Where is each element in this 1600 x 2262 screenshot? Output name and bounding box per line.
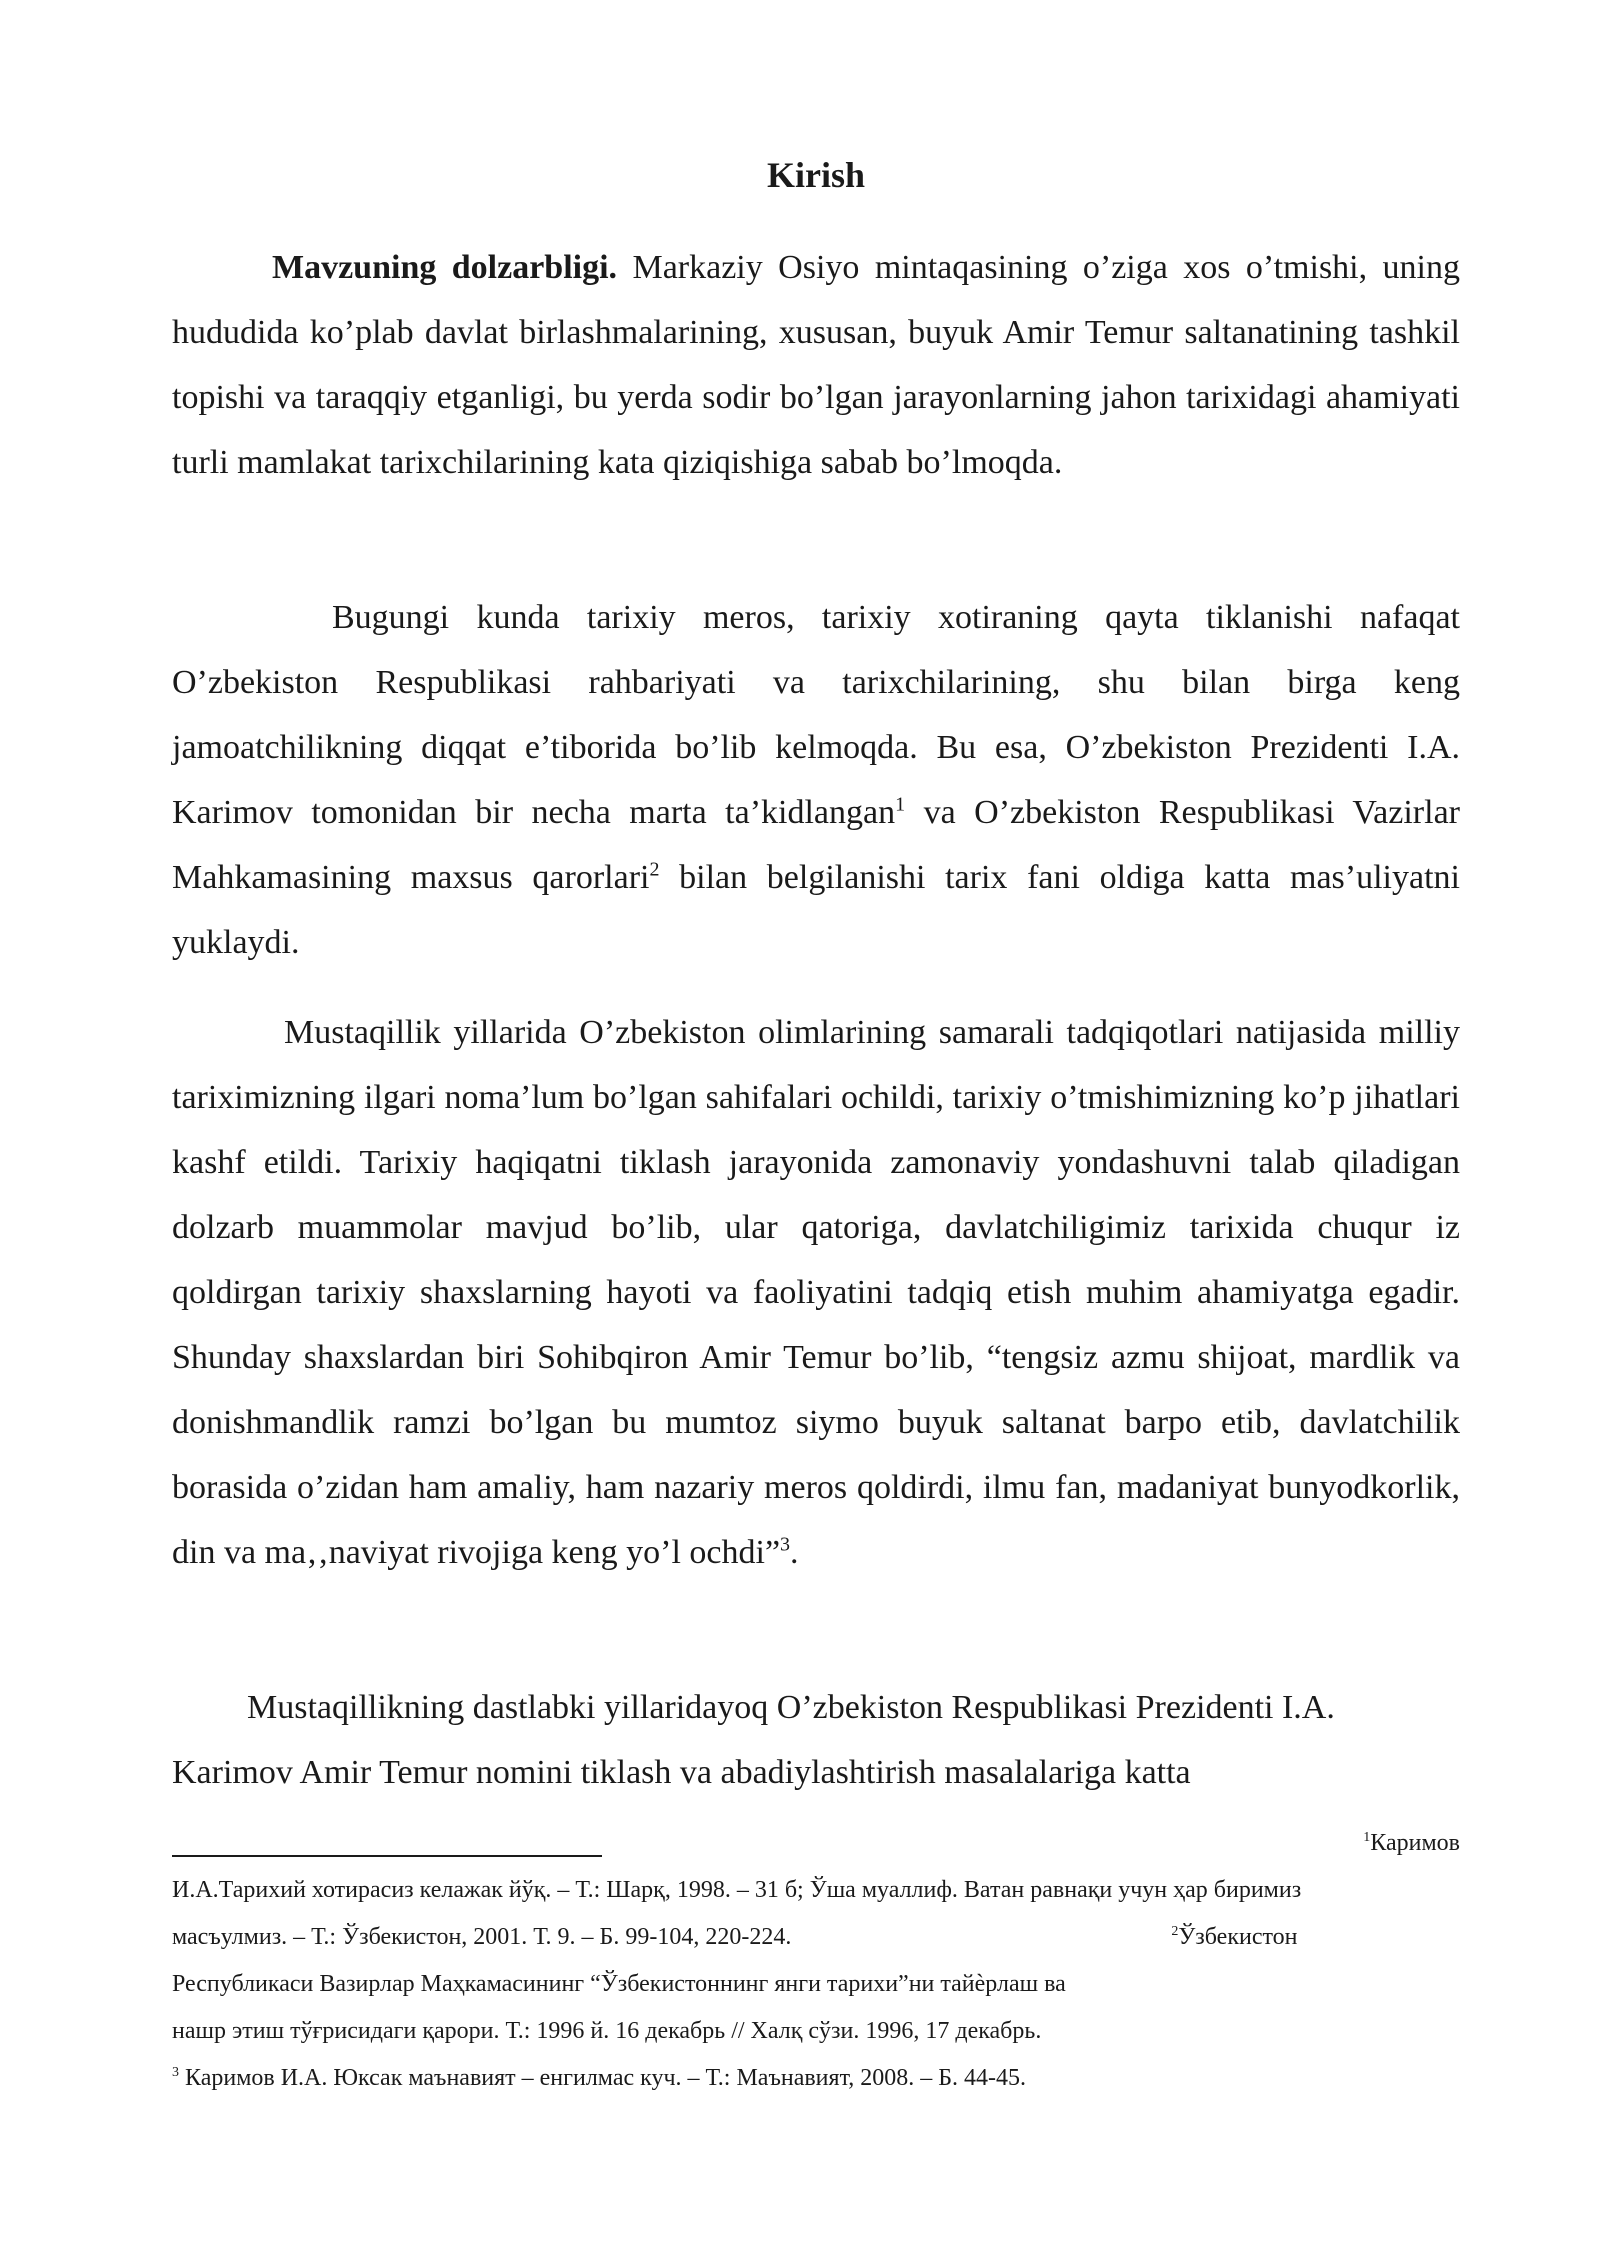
footnote-3-text: Каримов И.А. Юксак маънавият – енгилмас куч. – Т.: Маънавият, 2008. – Б. 44-45. [179, 2065, 1027, 2091]
paragraph-end: . [790, 1534, 799, 1571]
paragraph-text: Mustaqillik yillarida O’zbekiston olimlarining samarali tadqiqotlari natijasida milliy tariximizning ilgari noma’lum bo’lgan sahifalari ochildi, tarixiy o’tmishimizning ko’p jihatlari kashf etildi. Tarixiy haqiqatni tiklash jarayonida zamonaviy yondashuvni talab qiladigan dolzarb muammolar mavjud bo’lib, ular qatoriga, davlatchiligimiz tarixida chuqur iz qoldirgan tarixiy shaxslarning hayoti va faoliyatini tadqiq etish muhim ahamiyatga egadir. Shunday shaxslardan biri Sohibqiron Amir Temur bo’lib, “tengsiz azmu shijoat, mardlik va donishmandlik ramzi bo’lgan bu mumtoz siymo buyuk saltanat barpo etib, davlatchilik borasida o’zidan ham amaliy, ham nazariy meros qoldirdi, ilmu fan, madaniyat bunyodkorlik, din va ma‚‚naviyat rivojiga keng yo’l ochdi” [172, 1014, 1460, 1571]
footnote-ref-3[interactable]: 3 [780, 1533, 791, 1556]
footnote-2-head: Ўзбекистон [1178, 1924, 1298, 1950]
footnote-2-line: Республикаси Вазирлар Маҳкамасининг “Ўзбекистоннинг янги тарихи”ни тайѐрлаш ва [172, 1971, 1066, 1997]
page-title: Kirish [766, 155, 865, 195]
footnote-ref-2[interactable]: 2 [649, 858, 660, 881]
paragraph-lead: Mavzuning dolzarbligi. [272, 249, 618, 286]
footnote-3-number: 3 [172, 2065, 179, 2080]
footnote-1-line [172, 1914, 1460, 1961]
footnote-1-line: И.А.Тарихий хотирасиз келажак йўқ. – Т.: Шарқ, 1998. – 31 б; Ўша муаллиф. Ватан равнақи учун ҳар биримиз [172, 1877, 1302, 1903]
paragraph-heritage [172, 585, 1460, 975]
footnote-2-line: нашр этиш тўғрисидаги қарори. Т.: 1996 й. 16 декабрь // Халқ сўзи. 1996, 17 декабрь. [172, 2018, 1042, 2044]
footnote-1-text: масъулмиз. – Т.: Ўзбекистон, 2001. Т. 9. – Б. 99-104, 220-224. [172, 1924, 792, 1950]
footnote-1-number: 1 [1363, 1830, 1371, 1845]
paragraph-relevance [172, 235, 1460, 495]
paragraph-independence [172, 1000, 1460, 1585]
footnote-3 [172, 2055, 1460, 2102]
paragraph-text: Markaziy Osiyo mintaqasining o’ziga xos o’tmishi, uning hududida ko’plab davlat birlashmalarining, xususan, buyuk Amir Temur saltanatining tashkil topishi va taraqqiy etganligi, bu yerda sodir bo’lgan jarayonlarning jahon tarixidagi ahamiyati turli mamlakat tarixchilarining kata qiziqishiga sabab bo’lmoqda. [172, 249, 1460, 481]
paragraph-text: Mustaqillikning dastlabki yillaridayoq O’zbekiston Respublikasi Prezidenti I.A. Karimov Amir Temur nomini tiklash va abadiylashtirish masalalariga katta [172, 1689, 1335, 1791]
footnotes [172, 1820, 1460, 2102]
paragraph-early-years [172, 1675, 1460, 1805]
paragraph-text: Bugungi kunda tarixiy meros, tarixiy xotiraning qayta tiklanishi nafaqat O’zbekiston Respublikasi rahbariyati va tarixchilarining, shu bilan birga keng jamoatchilikning diqqat e’tiborida bo’lib kelmoqda. Bu esa, O’zbekiston Prezidenti I.A. Karimov tomonidan bir necha marta ta’kidlangan [172, 599, 1460, 831]
footnote-2-number: 2 [1171, 1924, 1179, 1939]
footnote-ref-1[interactable]: 1 [895, 793, 906, 816]
footnote-1-author: Каримов [1370, 1830, 1460, 1856]
document-page [172, 0, 1460, 2262]
paragraph-text: bilan belgilanishi tarix fani oldiga katta mas’uliyatni yuklaydi. [172, 859, 1460, 961]
paragraph-text: va O’zbekiston Respublikasi Vazirlar Mahkamasining maxsus qarorlari [172, 794, 1460, 896]
footnote-1-head [172, 1820, 1460, 1867]
